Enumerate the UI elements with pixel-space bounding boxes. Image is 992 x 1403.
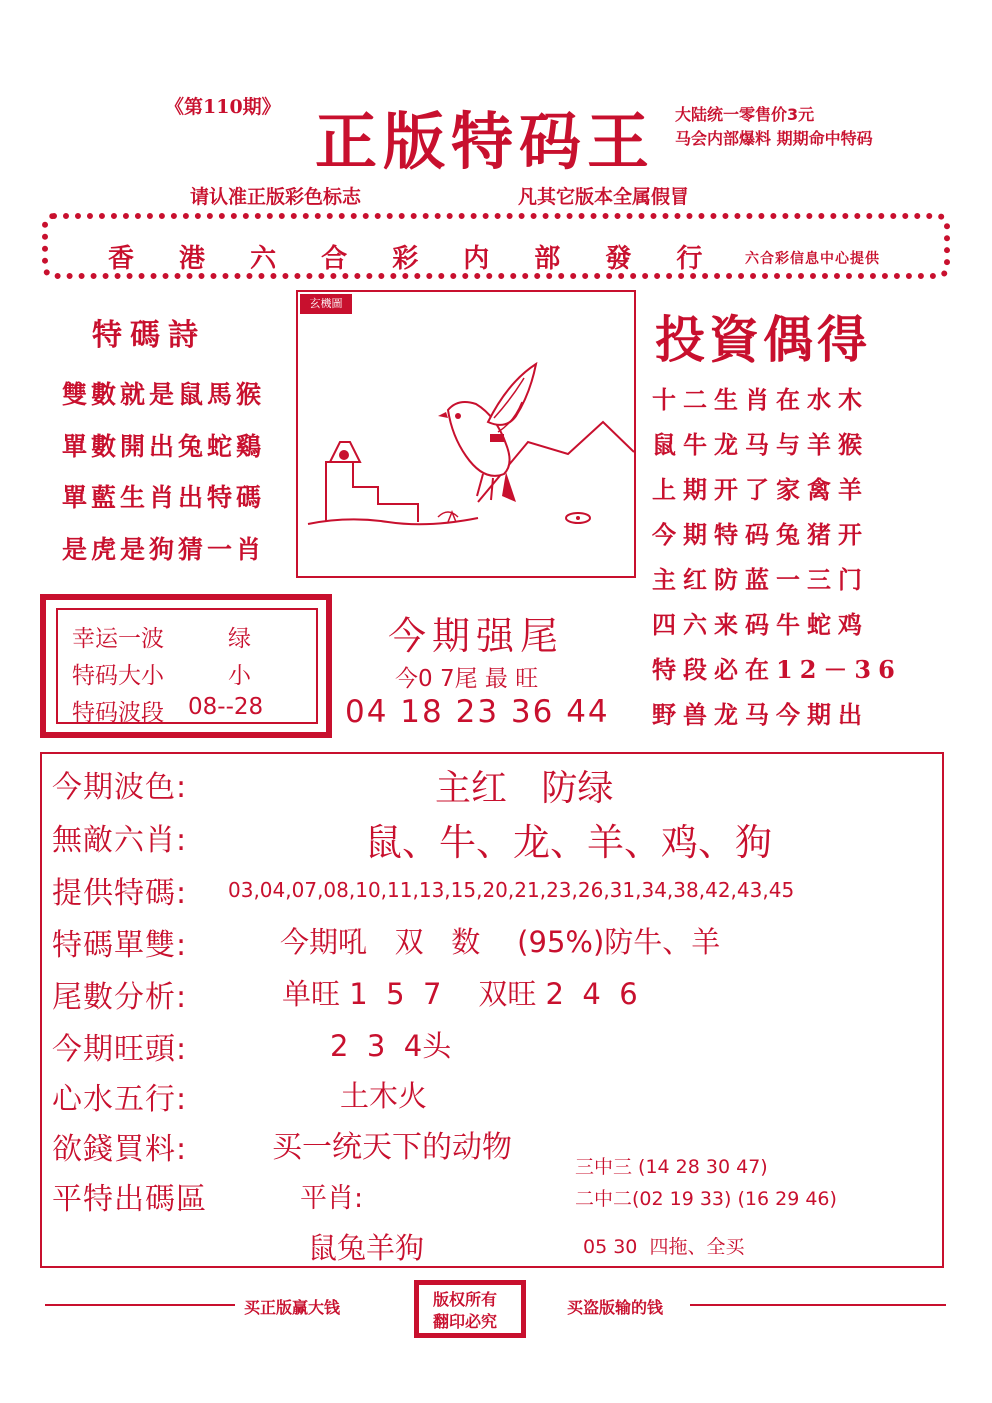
range-label: 特码波段	[72, 700, 164, 726]
flat-area-label: 平特出碼區	[52, 1182, 207, 1217]
invest-line-7: 特段必在12－36	[652, 655, 902, 684]
head-value: 2 3 4头	[330, 1029, 452, 1063]
invest-line-8: 野兽龙马今期出	[652, 700, 869, 729]
strong-tail-numbers: 04 18 23 36 44	[345, 694, 610, 730]
poem-title: 特碼詩	[92, 318, 206, 353]
six-zodiac-label: 無敵六肖:	[52, 823, 188, 858]
issue-number: 《第110期》	[165, 96, 281, 118]
combo-three: 三中三 (14 28 30 47)	[575, 1156, 768, 1178]
size-label: 特码大小	[72, 663, 164, 689]
page-title: 正版特码王	[315, 105, 656, 178]
copyright-line-2: 翻印必究	[433, 1312, 498, 1331]
footer-left-text: 买正版赢大钱	[244, 1298, 341, 1317]
poem-line-4: 是虎是狗猜一肖	[62, 535, 266, 564]
elements-label: 心水五行:	[52, 1082, 188, 1117]
invest-line-3: 上期开了家禽羊	[652, 475, 869, 504]
odd-even-value: 今期吼 双 数 (95%)防牛、羊	[280, 925, 721, 959]
picture-stamp: 玄機圖	[300, 294, 352, 314]
size-value: 小	[228, 663, 251, 689]
odd-even-label: 特碼單雙:	[52, 928, 188, 963]
range-value: 08--28	[188, 694, 264, 720]
tail-analysis-label: 尾數分析:	[52, 980, 188, 1015]
combo-drag: 05 30 四拖、全买	[583, 1236, 745, 1258]
bird-drawing	[298, 292, 634, 576]
wave-color-label: 今期波色:	[52, 770, 188, 805]
poem-line-2: 單數開出兔蛇鷄	[62, 432, 266, 461]
wave-color-value: 主红 防绿	[435, 768, 614, 809]
special-codes-label: 提供特碼:	[52, 876, 188, 911]
invest-line-2: 鼠牛龙马与羊猴	[652, 430, 869, 459]
footer-rule-left	[45, 1304, 235, 1306]
flat-animals-value: 鼠兔羊狗	[308, 1231, 425, 1265]
lucky-wave-label: 幸运一波	[72, 626, 164, 652]
tail-analysis-value: 单旺 1 5 7 双旺 2 4 6	[282, 977, 638, 1011]
invest-line-4: 今期特码兔猪开	[652, 520, 869, 549]
riddle-picture	[296, 290, 636, 578]
issuer-banner-text: 香 港 六 合 彩 内 部 發 行	[108, 244, 721, 274]
special-codes-value: 03,04,07,08,10,11,13,15,20,21,23,26,31,34,38,42,43,45	[228, 878, 795, 902]
poem-line-1: 雙數就是鼠馬猴	[62, 380, 266, 409]
footer-right-text: 买盗版输的钱	[567, 1298, 664, 1317]
flat-animal-label: 平肖:	[300, 1183, 364, 1214]
fake-warning: 凡其它版本全属假冒	[518, 186, 690, 208]
strong-tail-title: 今期强尾	[388, 614, 565, 658]
buy-tip-label: 欲錢買料:	[52, 1132, 188, 1167]
six-zodiac-value: 鼠、牛、龙、羊、鸡、狗	[365, 821, 772, 864]
invest-line-1: 十二生肖在水木	[652, 385, 869, 414]
invest-title: 投資偶得	[655, 310, 871, 369]
lucky-wave-value: 绿	[228, 626, 251, 652]
slogan: 马会内部爆料 期期命中特码	[675, 129, 873, 148]
invest-line-6: 四六来码牛蛇鸡	[652, 610, 869, 639]
footer-rule-right	[690, 1304, 946, 1306]
combo-two: 二中二(02 19 33) (16 29 46)	[575, 1188, 837, 1210]
strong-tail-subtitle: 今0 7尾 最 旺	[395, 666, 539, 692]
elements-value: 土木火	[340, 1079, 428, 1113]
copyright-line-1: 版权所有	[433, 1290, 498, 1309]
poem-line-3: 單藍生肖出特碼	[62, 483, 266, 512]
head-label: 今期旺頭:	[52, 1032, 188, 1067]
invest-line-5: 主红防蓝一三门	[652, 565, 869, 594]
authentic-note: 请认准正版彩色标志	[190, 186, 362, 208]
info-center-note: 六合彩信息中心提供	[745, 251, 880, 267]
buy-tip-value: 买一统天下的动物	[272, 1130, 512, 1165]
price-note: 大陆统一零售价3元	[675, 105, 815, 124]
